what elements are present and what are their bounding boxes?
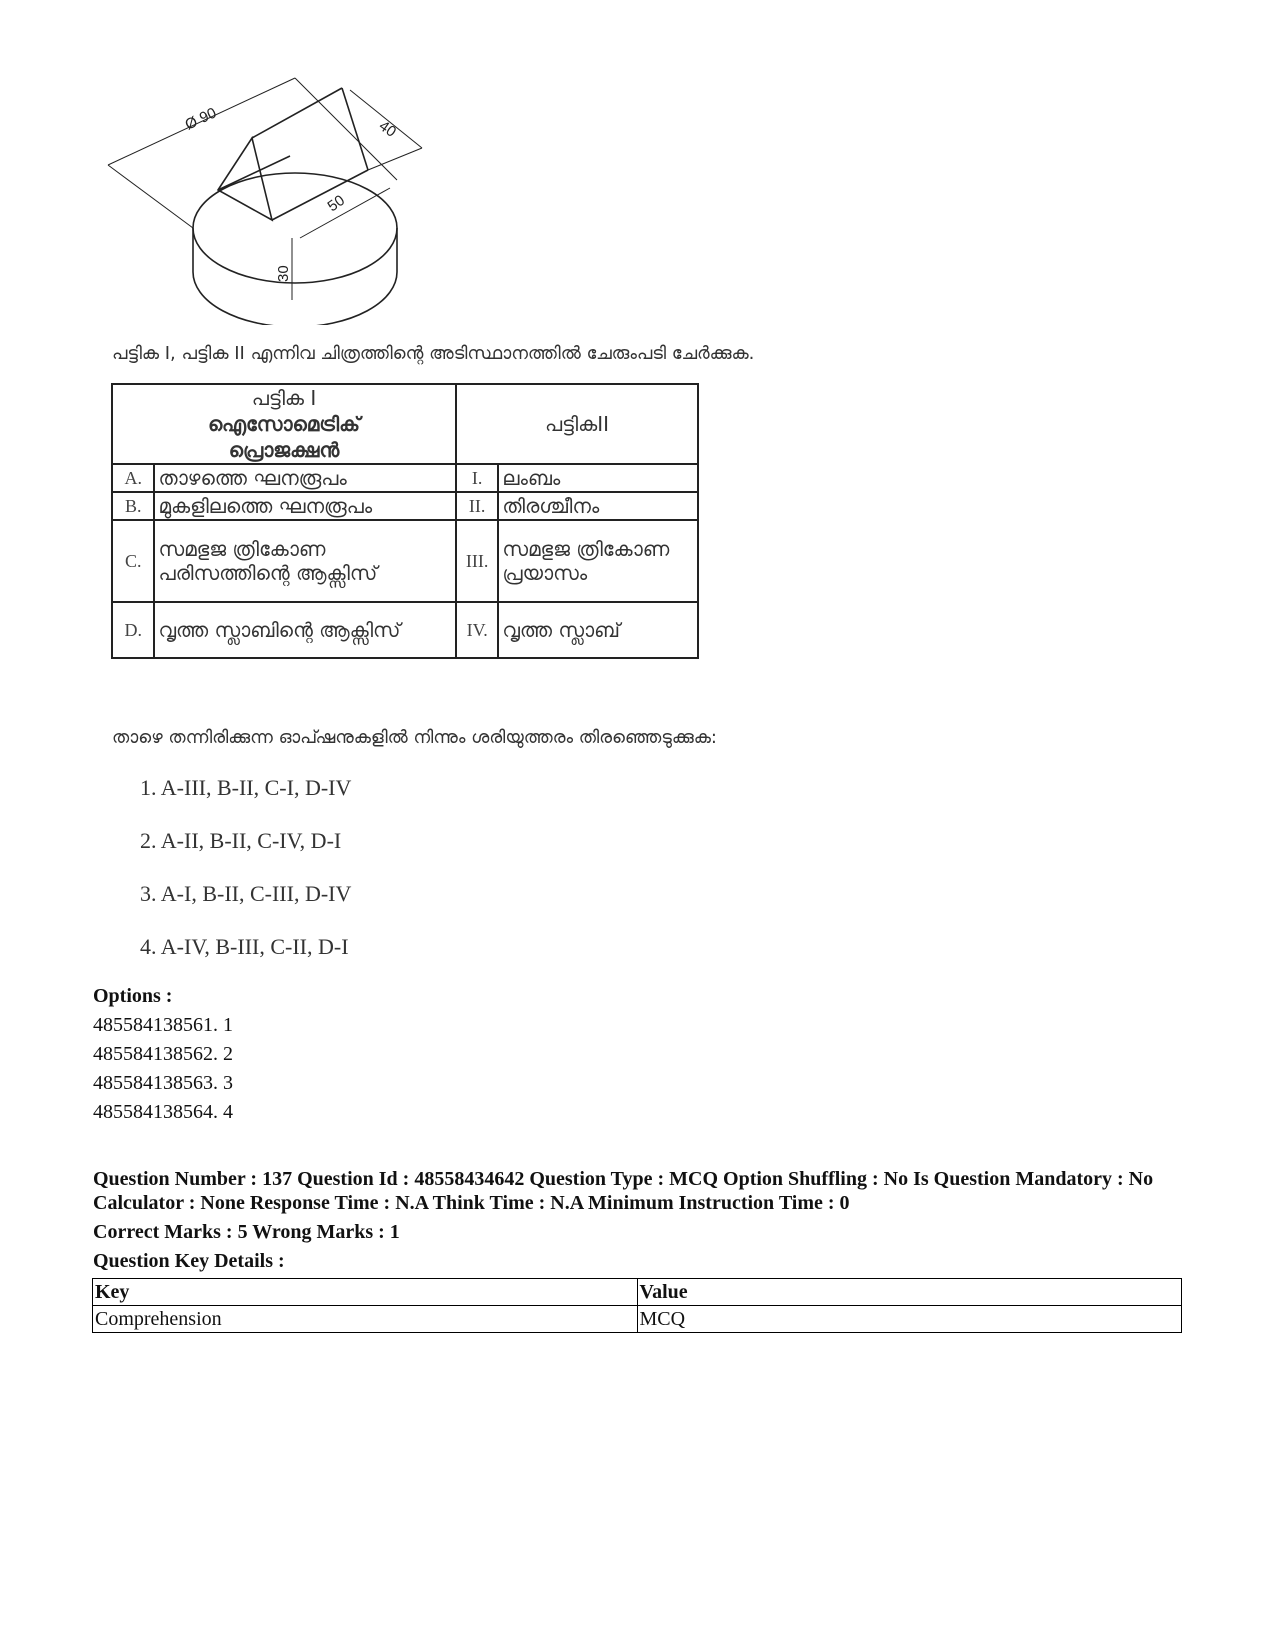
- option-item: 485584138562. 2: [93, 1043, 233, 1065]
- row-left-text: മുകളിലത്തെ ഘനരൂപം: [154, 492, 456, 520]
- key-table-row: [93, 1306, 1182, 1333]
- row-left-text: താഴത്തെ ഘനരൂപം: [154, 464, 456, 492]
- row-label: B.: [112, 492, 154, 520]
- row-right-text: തിരശ്ചീനം: [498, 492, 698, 520]
- row-label: C.: [112, 520, 154, 602]
- options-title: Options :: [93, 985, 173, 1007]
- row-right-text: വൃത്ത സ്ലാബ്: [498, 602, 698, 658]
- match-row: [112, 602, 698, 658]
- cylinder-top: [193, 173, 397, 283]
- row-left-text: വൃത്ത സ്ലാബിന്റെ ആക്സിസ്: [154, 602, 456, 658]
- match-row: [112, 464, 698, 492]
- column-2-header: പട്ടികII: [456, 384, 698, 464]
- isometric-drawing: [100, 60, 460, 325]
- dim-side-label: 40: [375, 117, 400, 141]
- match-row: [112, 492, 698, 520]
- dim-height-label: 30: [275, 265, 292, 282]
- dim-length-line: [300, 188, 390, 238]
- isometric-figure: [100, 60, 460, 325]
- match-table: [111, 383, 699, 659]
- question-metadata: Question Number : 137 Question Id : 48558434642 Question Type : MCQ Option Shuffling : No Is Question Mandatory : No Calculator : None Response Time : N.A Think Time : N.A Minimum Instruction Time : 0: [93, 1168, 1154, 1214]
- key-details-table: [92, 1278, 1182, 1333]
- choice-item: 3. A-I, B-II, C-III, D-IV: [140, 881, 352, 906]
- key-header: Key: [93, 1279, 638, 1306]
- row-label: II.: [456, 492, 498, 520]
- marks-info: Correct Marks : 5 Wrong Marks : 1: [93, 1221, 400, 1243]
- row-right-text: സമഭുജ ത്രികോണ പ്രയാസം: [498, 520, 698, 602]
- cylinder-bottom: [193, 272, 397, 325]
- value-header: Value: [637, 1279, 1182, 1306]
- prism-ridge: [252, 88, 342, 138]
- choice-item: 4. A-IV, B-III, C-II, D-I: [140, 934, 349, 959]
- row-label: D.: [112, 602, 154, 658]
- choice-item: 1. A-III, B-II, C-I, D-IV: [140, 775, 352, 800]
- match-row: [112, 520, 698, 602]
- choice-item: 2. A-II, B-II, C-IV, D-I: [140, 828, 342, 853]
- column-1-header: [112, 384, 456, 464]
- dim-diameter-label: Ø 90: [182, 104, 220, 134]
- option-item: 485584138564. 4: [93, 1101, 233, 1123]
- choice-list: [140, 775, 351, 987]
- match-instruction: പട്ടിക I, പട്ടിക II എന്നിവ ചിത്രത്തിന്റെ അടിസ്ഥാനത്തിൽ ചേരുംപടി ചേർക്കുക.: [112, 343, 755, 364]
- column-1-subtitle: ഐസോമെട്രിക് പ്രൊജക്ഷൻ: [208, 412, 360, 462]
- row-label: IV.: [456, 602, 498, 658]
- row-label: I.: [456, 464, 498, 492]
- key-table-header: [93, 1279, 1182, 1306]
- key-details-title: Question Key Details :: [93, 1250, 285, 1272]
- prism-base-edge: [272, 170, 368, 220]
- prism-front-face: [218, 138, 272, 220]
- option-item: 485584138563. 3: [93, 1072, 233, 1094]
- column-1-title: പട്ടിക I: [251, 386, 317, 410]
- key-cell: Comprehension: [93, 1306, 638, 1333]
- value-cell: MCQ: [637, 1306, 1182, 1333]
- options-list: [93, 1014, 233, 1130]
- row-label: III.: [456, 520, 498, 602]
- option-item: 485584138561. 1: [93, 1014, 233, 1036]
- row-left-text: സമഭുജ ത്രികോണ പരിസത്തിന്റെ ആക്സിസ്: [154, 520, 456, 602]
- row-label: A.: [112, 464, 154, 492]
- row-right-text: ലംബം: [498, 464, 698, 492]
- answer-instruction: താഴെ തന്നിരിക്കുന്ന ഓപ്ഷനുകളിൽ നിന്നും ശരിയുത്തരം തിരഞ്ഞെടുക്കുക:: [112, 727, 717, 748]
- dim-length-label: 50: [324, 191, 348, 216]
- match-table-header: [112, 384, 698, 464]
